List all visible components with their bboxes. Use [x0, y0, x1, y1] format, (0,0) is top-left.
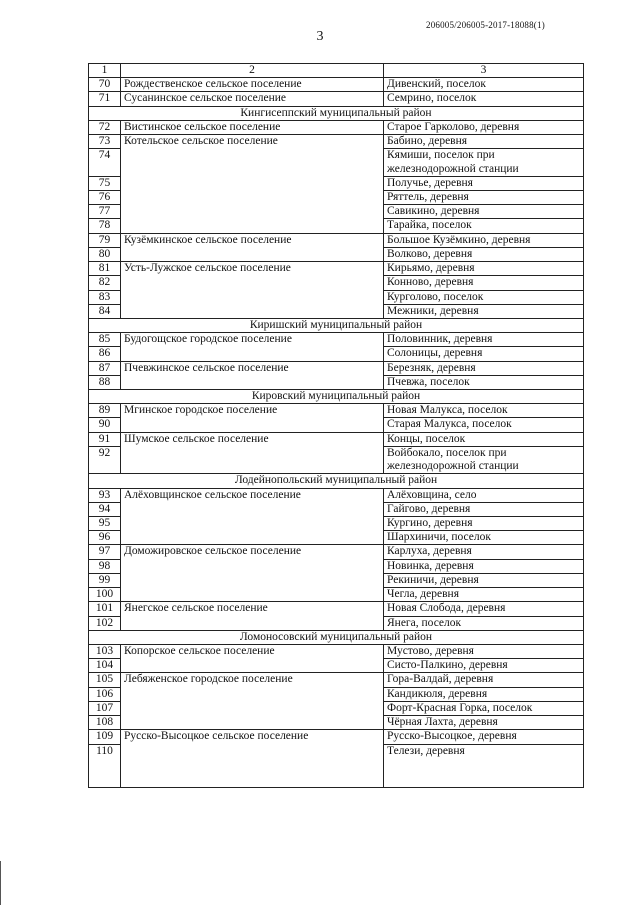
row-number: 82	[89, 276, 121, 290]
row-number: 70	[89, 78, 121, 92]
row-number: 109	[89, 730, 121, 744]
table-row	[89, 78, 584, 92]
locality-name: Кирьямо, деревня	[384, 262, 584, 276]
locality-name: Солоницы, деревня	[384, 347, 584, 361]
row-number: 80	[89, 247, 121, 261]
locality-name: Янега, поселок	[384, 616, 584, 630]
locality-name: Волково, деревня	[384, 247, 584, 261]
row-number: 106	[89, 687, 121, 701]
row-number: 75	[89, 176, 121, 190]
row-number: 96	[89, 531, 121, 545]
row-number: 98	[89, 559, 121, 573]
settlement-municipality: Шумское сельское поселение	[121, 432, 384, 474]
table-row	[89, 262, 584, 276]
row-number: 74	[89, 149, 121, 176]
locality-name: Русско-Высоцкое, деревня	[384, 730, 584, 744]
district-group-row	[89, 474, 584, 488]
row-number: 91	[89, 432, 121, 446]
locality-name: Войбокало, поселок при железнодорожной станции	[384, 446, 584, 473]
table-row	[89, 135, 584, 149]
settlement-municipality: Лебяженское городское поселение	[121, 673, 384, 730]
settlement-municipality: Сусанинское сельское поселение	[121, 92, 384, 106]
settlement-municipality: Рождественское сельское поселение	[121, 78, 384, 92]
row-number: 85	[89, 333, 121, 347]
locality-name: Систо-Палкино, деревня	[384, 659, 584, 673]
locality-name: Мустово, деревня	[384, 644, 584, 658]
locality-name: Чегла, деревня	[384, 588, 584, 602]
district-group-row	[89, 390, 584, 404]
table-row	[89, 233, 584, 247]
district-name: Киришский муниципальный район	[89, 318, 584, 332]
table-row	[89, 545, 584, 559]
locality-name: Гора-Валдай, деревня	[384, 673, 584, 687]
settlement-municipality: Мгинское городское поселение	[121, 404, 384, 432]
settlement-municipality: Вистинское сельское поселение	[121, 120, 384, 134]
locality-name: Алёховщина, село	[384, 488, 584, 502]
locality-name: Чёрная Лахта, деревня	[384, 716, 584, 730]
row-number: 76	[89, 190, 121, 204]
district-name: Лодейнопольский муниципальный район	[89, 474, 584, 488]
locality-name: Дивенский, поселок	[384, 78, 584, 92]
locality-name: Савикино, деревня	[384, 205, 584, 219]
locality-name: Березняк, деревня	[384, 361, 584, 375]
table-row	[89, 673, 584, 687]
row-number: 87	[89, 361, 121, 375]
header-col-1: 1	[89, 64, 121, 78]
locality-name: Концы, поселок	[384, 432, 584, 446]
settlement-municipality: Усть-Лужское сельское поселение	[121, 262, 384, 319]
row-number: 86	[89, 347, 121, 361]
row-number: 108	[89, 716, 121, 730]
settlement-municipality: Янегское сельское поселение	[121, 602, 384, 630]
district-group-row	[89, 318, 584, 332]
district-name: Кингисеппский муниципальный район	[89, 106, 584, 120]
settlement-municipality: Алёховщинское сельское поселение	[121, 488, 384, 545]
row-number: 107	[89, 701, 121, 715]
row-number: 99	[89, 573, 121, 587]
row-number: 97	[89, 545, 121, 559]
row-number: 110	[89, 744, 121, 787]
row-number: 84	[89, 304, 121, 318]
locality-name: Карлуха, деревня	[384, 545, 584, 559]
locality-name: Старая Малукса, поселок	[384, 418, 584, 432]
settlement-municipality: Копорское сельское поселение	[121, 644, 384, 672]
settlement-municipality: Котельское сельское поселение	[121, 135, 384, 234]
row-number: 90	[89, 418, 121, 432]
row-number: 103	[89, 644, 121, 658]
settlements-table	[88, 63, 584, 788]
locality-name: Телези, деревня	[384, 744, 584, 787]
table-body	[89, 64, 584, 788]
locality-name: Конново, деревня	[384, 276, 584, 290]
locality-name: Форт-Красная Горка, поселок	[384, 701, 584, 715]
row-number: 92	[89, 446, 121, 473]
table-row	[89, 644, 584, 658]
row-number: 78	[89, 219, 121, 233]
row-number: 93	[89, 488, 121, 502]
row-number: 88	[89, 375, 121, 389]
table-row	[89, 432, 584, 446]
row-number: 101	[89, 602, 121, 616]
row-number: 100	[89, 588, 121, 602]
settlement-municipality: Пчевжинское сельское поселение	[121, 361, 384, 389]
locality-name: Половинник, деревня	[384, 333, 584, 347]
page-number: 3	[316, 29, 324, 44]
table-row	[89, 333, 584, 347]
header-col-2: 2	[121, 64, 384, 78]
row-number: 105	[89, 673, 121, 687]
locality-name: Тарайка, поселок	[384, 219, 584, 233]
row-number: 94	[89, 502, 121, 516]
scan-edge-line	[0, 861, 1, 905]
row-number: 71	[89, 92, 121, 106]
locality-name: Пчевжа, поселок	[384, 375, 584, 389]
settlement-municipality: Доможировское сельское поселение	[121, 545, 384, 602]
settlement-municipality: Русско-Высоцкое сельское поселение	[121, 730, 384, 787]
row-number: 81	[89, 262, 121, 276]
row-number: 83	[89, 290, 121, 304]
settlement-municipality: Кузёмкинское сельское поселение	[121, 233, 384, 261]
settlement-municipality: Будогощское городское поселение	[121, 333, 384, 361]
table-header-row	[89, 64, 584, 78]
locality-name: Курголово, поселок	[384, 290, 584, 304]
locality-name: Кямиши, поселок при железнодорожной станции	[384, 149, 584, 176]
table-row	[89, 602, 584, 616]
locality-name: Ряттель, деревня	[384, 190, 584, 204]
row-number: 104	[89, 659, 121, 673]
locality-name: Шархиничи, поселок	[384, 531, 584, 545]
row-number: 102	[89, 616, 121, 630]
table-row	[89, 120, 584, 134]
table-row	[89, 488, 584, 502]
locality-name: Семрино, поселок	[384, 92, 584, 106]
table-row	[89, 361, 584, 375]
row-number: 79	[89, 233, 121, 247]
locality-name: Гайгово, деревня	[384, 502, 584, 516]
locality-name: Новая Слобода, деревня	[384, 602, 584, 616]
district-name: Ломоносовский муниципальный район	[89, 630, 584, 644]
table-row	[89, 92, 584, 106]
row-number: 73	[89, 135, 121, 149]
locality-name: Рекиничи, деревня	[384, 573, 584, 587]
row-number: 89	[89, 404, 121, 418]
locality-name: Межники, деревня	[384, 304, 584, 318]
district-group-row	[89, 630, 584, 644]
district-name: Кировский муниципальный район	[89, 390, 584, 404]
header-col-3: 3	[384, 64, 584, 78]
table-row	[89, 404, 584, 418]
row-number: 77	[89, 205, 121, 219]
locality-name: Получье, деревня	[384, 176, 584, 190]
locality-name: Кандикюля, деревня	[384, 687, 584, 701]
document-registration-code: 206005/206005-2017-18088(1)	[426, 20, 545, 30]
locality-name: Старое Гарколово, деревня	[384, 120, 584, 134]
locality-name: Большое Кузёмкино, деревня	[384, 233, 584, 247]
locality-name: Новинка, деревня	[384, 559, 584, 573]
locality-name: Кургино, деревня	[384, 517, 584, 531]
locality-name: Бабино, деревня	[384, 135, 584, 149]
table-row	[89, 730, 584, 744]
row-number: 95	[89, 517, 121, 531]
locality-name: Новая Малукса, поселок	[384, 404, 584, 418]
row-number: 72	[89, 120, 121, 134]
district-group-row	[89, 106, 584, 120]
